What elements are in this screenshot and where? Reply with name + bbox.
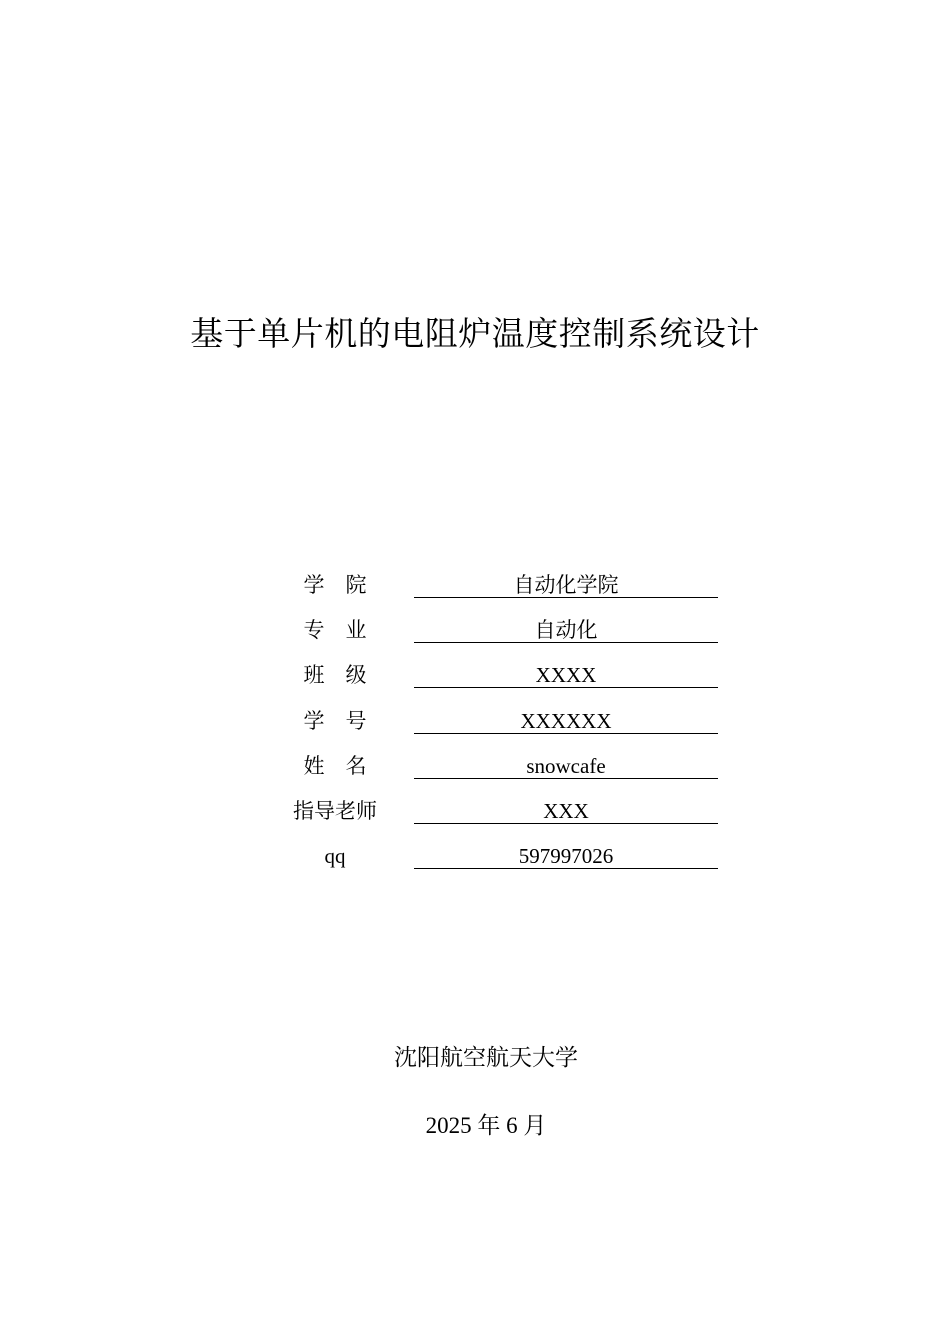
field-value: XXXXXX bbox=[414, 707, 718, 734]
field-label: 学 院 bbox=[303, 573, 367, 597]
field-label: 指导老师 bbox=[293, 798, 377, 823]
field-label: 姓 名 bbox=[303, 753, 367, 778]
field-value: XXX bbox=[414, 797, 718, 824]
field-row-name bbox=[280, 750, 740, 795]
field-label: 专 业 bbox=[303, 618, 367, 643]
field-label: 学 号 bbox=[303, 708, 367, 733]
field-value: 自动化 bbox=[414, 616, 718, 643]
submission-date: 2025 年 6 月 bbox=[425, 1113, 547, 1138]
thesis-title: 基于单片机的电阻炉温度控制系统设计 bbox=[190, 314, 760, 353]
field-row-college bbox=[280, 569, 740, 614]
field-value: XXXX bbox=[414, 661, 718, 688]
field-row-advisor bbox=[280, 795, 740, 840]
field-value: snowcafe bbox=[414, 752, 718, 779]
field-value: 597997026 bbox=[414, 842, 718, 869]
field-row-class bbox=[280, 659, 740, 704]
field-label: qq bbox=[324, 844, 346, 869]
university-name: 沈阳航空航天大学 bbox=[394, 1045, 578, 1070]
field-value: 自动化学院 bbox=[414, 571, 718, 598]
field-row-student-id bbox=[280, 705, 740, 750]
info-form bbox=[280, 569, 740, 885]
field-row-qq bbox=[280, 840, 740, 885]
field-row-major bbox=[280, 614, 740, 659]
field-label: 班 级 bbox=[303, 663, 367, 688]
